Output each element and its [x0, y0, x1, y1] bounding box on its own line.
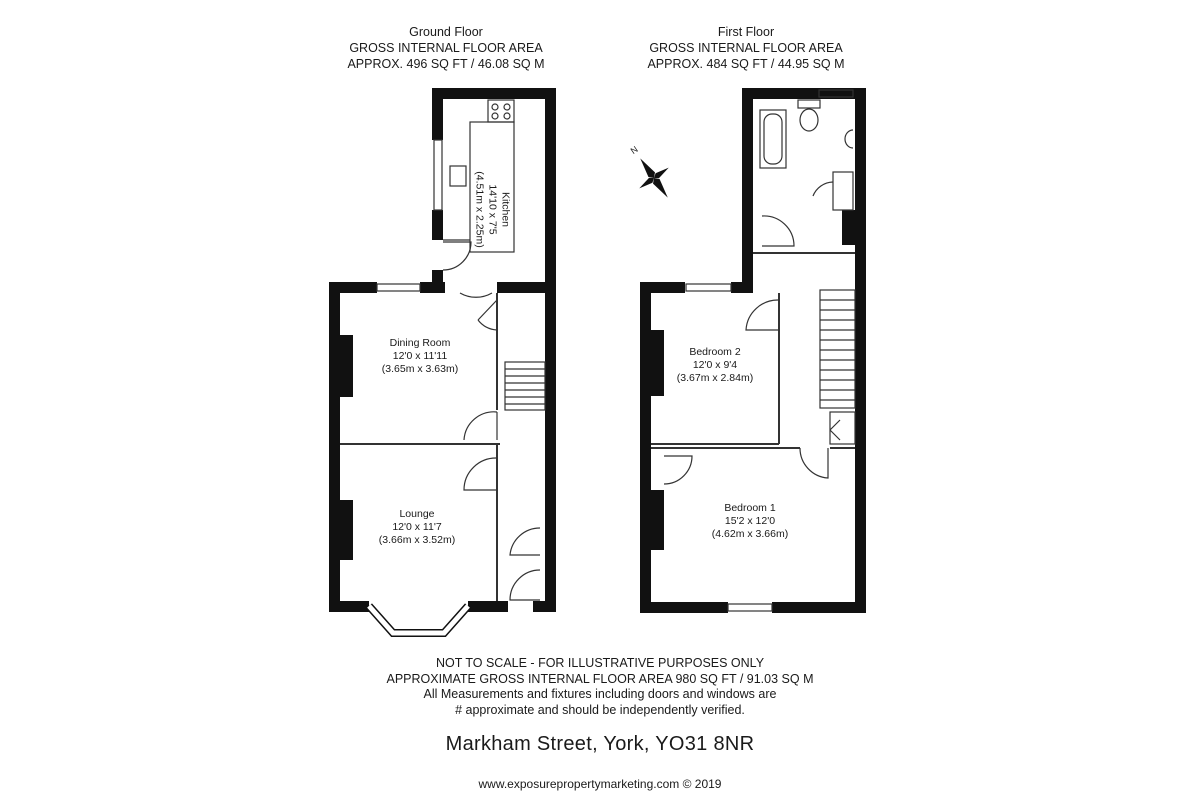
toilet-cistern-icon [798, 100, 820, 108]
first-floor-title: First Floor [717, 25, 775, 39]
lounge-bottom-wall-right [468, 601, 508, 612]
bedroom-2-metric: (3.67m x 2.84m) [676, 372, 754, 384]
bay-window-glass [369, 606, 468, 633]
ground-left-wall [329, 282, 340, 612]
kitchen-label [473, 155, 512, 265]
bedroom1-cupboard-door [664, 456, 692, 484]
note-line: All Measurements and fixtures including doors and windows are [423, 687, 777, 701]
bedroom-1-metric: (4.62m x 3.66m) [711, 528, 789, 540]
lounge-metric: (3.66m x 3.52m) [378, 534, 456, 546]
bedroom-2-name: Bedroom 2 [689, 346, 741, 358]
basin-icon [845, 130, 853, 148]
first-left-wall [640, 282, 651, 613]
bedroom1-bottom-wall-right [772, 602, 866, 613]
disclaimer-notes [300, 656, 900, 718]
kitchen-metric: (4.51m x 2.25m) [473, 171, 486, 248]
dining-door [460, 293, 492, 297]
kitchen-window [434, 140, 442, 210]
hob-ring-icon [504, 113, 510, 119]
front-door [510, 570, 540, 600]
bedroom1-chimney-breast [651, 490, 664, 550]
ground-floor-area-label: GROSS INTERNAL FLOOR AREA [349, 41, 543, 55]
bedroom-1-imperial: 15'2 x 12'0 [724, 515, 776, 527]
compass-icon [625, 148, 682, 208]
kitchen-left-wall-lower [432, 210, 443, 240]
hall-door [510, 528, 540, 555]
bathroom-chimney [842, 210, 855, 245]
cupboard-door [813, 182, 833, 196]
bedroom2-window [686, 284, 731, 291]
ground-floor-title: Ground Floor [409, 25, 483, 39]
lounge-name: Lounge [399, 508, 435, 520]
bath-tub-icon [764, 114, 782, 164]
landing-cupboard [830, 412, 855, 444]
hob-icon [488, 100, 514, 122]
note-line: # approximate and should be independently verified. [455, 702, 745, 717]
lounge-imperial: 12'0 x 11'7 [392, 521, 442, 533]
kitchen-left-wall-upper [432, 88, 443, 140]
hob-ring-icon [504, 104, 510, 110]
dining-room-imperial: 12'0 x 11'11 [392, 350, 448, 362]
kitchen-door [443, 242, 471, 270]
dining-room-label [355, 337, 485, 376]
kitchen-name: Kitchen [499, 191, 512, 228]
bedroom2-door [746, 300, 779, 330]
hall-bottom-wall [533, 601, 556, 612]
first-floor-area-value: APPROX. 484 SQ FT / 44.95 SQ M [647, 57, 845, 71]
first-floor-area-label: GROSS INTERNAL FLOOR AREA [649, 41, 843, 55]
dining-window [377, 284, 420, 291]
compass-north-label: N [628, 144, 640, 156]
dining-room-metric: (3.65m x 3.63m) [381, 363, 459, 375]
bedroom-1-name: Bedroom 1 [724, 502, 776, 514]
bathroom-door [762, 216, 794, 246]
lounge-bottom-wall-left [329, 601, 369, 612]
bedroom-2-imperial: 12'0 x 9'4 [692, 359, 738, 371]
kitchen-door-jamb [432, 270, 443, 293]
lounge-label [352, 508, 482, 547]
bedroom1-window [728, 604, 772, 611]
note-line: NOT TO SCALE - FOR ILLUSTRATIVE PURPOSES ONLY [435, 656, 765, 670]
sink-icon [450, 166, 466, 186]
kitchen-top-wall [432, 88, 556, 99]
bathroom-left-wall [742, 88, 753, 288]
bathroom-cupboard [833, 172, 853, 210]
bedroom-1-label [680, 502, 820, 541]
dining-hall-door [464, 412, 497, 440]
property-address: Markham Street, York, YO31 8NR [445, 733, 755, 755]
dining-chimney-breast [340, 335, 353, 397]
hall-top-wall [497, 282, 556, 293]
kitchen-imperial: 14'10 x 7'5 [486, 184, 499, 235]
note-line: APPROXIMATE GROSS INTERNAL FLOOR AREA 980 SQ FT / 91.03 SQ M [386, 671, 814, 686]
stair-door [478, 300, 497, 330]
lounge-door [464, 458, 497, 490]
hob-ring-icon [492, 113, 498, 119]
website-credit: www.exposurepropertymarketing.com © 2019 [478, 777, 722, 791]
hob-ring-icon [492, 104, 498, 110]
ground-floor-area-value: APPROX. 496 SQ FT / 46.08 SQ M [347, 57, 545, 71]
toilet-icon [800, 109, 818, 131]
bedroom2-top-wall-right [731, 282, 753, 293]
ground-right-wall [545, 282, 556, 612]
bedroom-2-label [655, 346, 775, 385]
kitchen-right-wall [545, 88, 556, 288]
dining-room-name: Dining Room [389, 337, 451, 349]
bedroom1-bottom-wall-left [640, 602, 728, 613]
first-right-wall [855, 88, 866, 613]
bedroom1-door [800, 448, 828, 478]
landing-cupboard-door [830, 420, 840, 440]
